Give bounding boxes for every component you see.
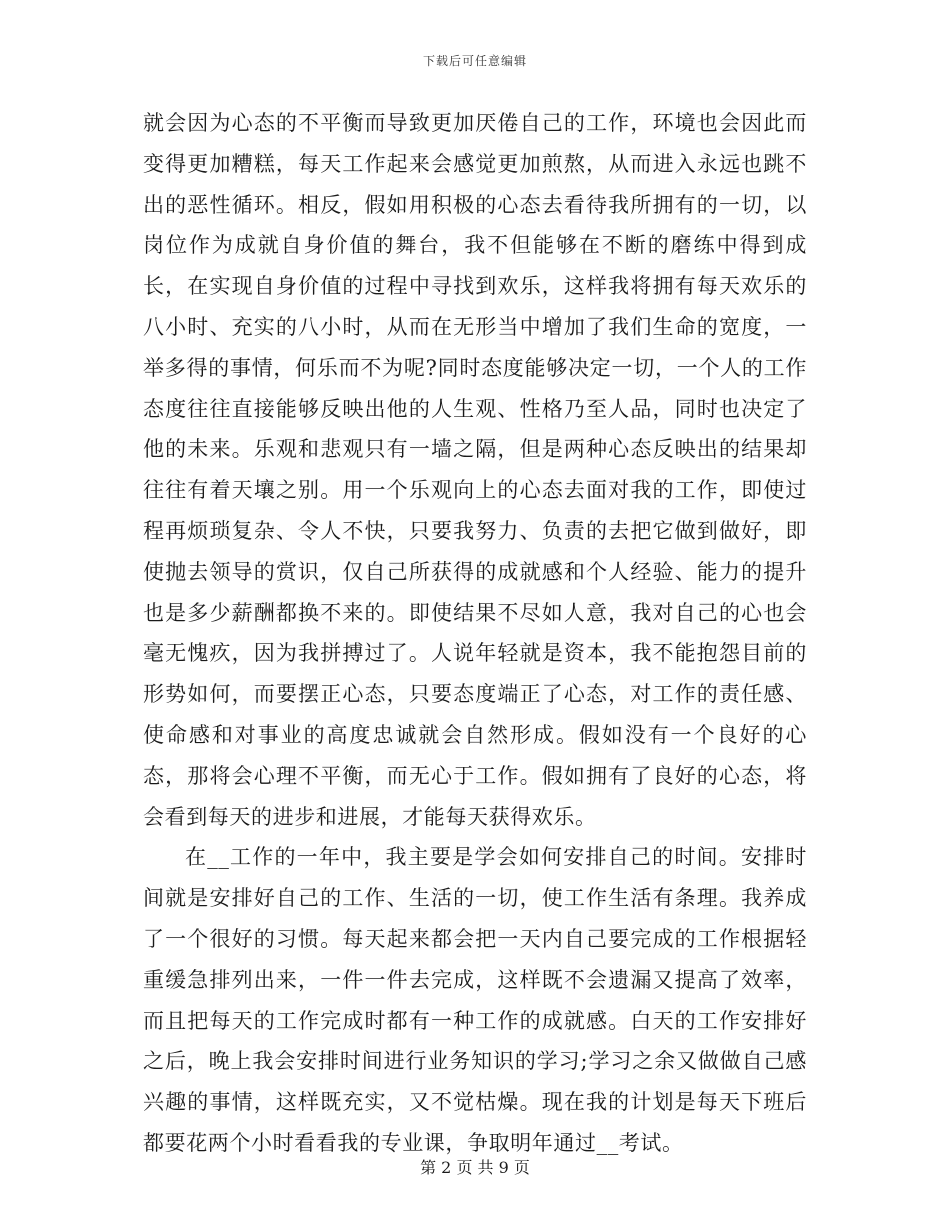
paragraph-continuation: 就会因为心态的不平衡而导致更加厌倦自己的工作，环境也会因此而变得更加糟糕，每天工作起来会感觉更加煎熬，从而进入永远也跳不出的恶性循环。相反，假如用积极的心态去看待我所拥有的一切，以岗位作为成就自身价值的舞台，我不但能够在不断的磨练中得到成长，在实现自身价值的过程中寻找到欢乐，这样我将拥有每天欢乐的八小时、充实的八小时，从而在无形当中增加了我们生命的宽度，一举多得的事情，何乐而不为呢?同时态度能够决定一切，一个人的工作态度往往直接能够反映出他的人生观、性格乃至人品，同时也决定了他的未来。乐观和悲观只有一墙之隔，但是两种心态反映出的结果却往往有着天壤之别。用一个乐观向上的心态去面对我的工作，即使过程再烦琐复杂、令人不快，只要我努力、负责的去把它做到做好，即使抛去领导的赏识，仅自己所获得的成就感和个人经验、能力的提升也是多少薪酬都换不来的。即使结果不尽如人意，我对自己的心也会毫无愧疚，因为我拼搏过了。人说年轻就是资本，我不能抱怨目前的形势如何，而要摆正心态，只要态度端正了心态，对工作的责任感、使命感和对事业的高度忠诚就会自然形成。假如没有一个良好的心态，那将会心理不平衡，而无心于工作。假如拥有了良好的心态，将会看到每天的进步和进展，才能每天获得欢乐。 — [143, 111, 807, 829]
paragraph-time-management: 在__工作的一年中，我主要是学会如何安排自己的时间。安排时间就是安排好自己的工作、生活的一切，使工作生活有条理。我养成了一个很好的习惯。每天起来都会把一天内自己要完成的工作根据轻重缓急排列出来，一件一件去完成，这样既不会遗漏又提高了效率，而且把每天的工作完成时都有一种工作的成就感。白天的工作安排好之后，晚上我会安排时间进行业务知识的学习;学习之余又做做自己感兴趣的事情，这样既充实，又不觉枯燥。现在我的计划是每天下班后都要花两个小时看看我的专业课，争取明年通过__考试。 — [143, 845, 807, 1155]
page-header: 下载后可任意编辑 — [422, 54, 527, 68]
page-number-footer: 第 2 页 共 9 页 — [420, 1158, 530, 1177]
document-body — [143, 103, 807, 1164]
